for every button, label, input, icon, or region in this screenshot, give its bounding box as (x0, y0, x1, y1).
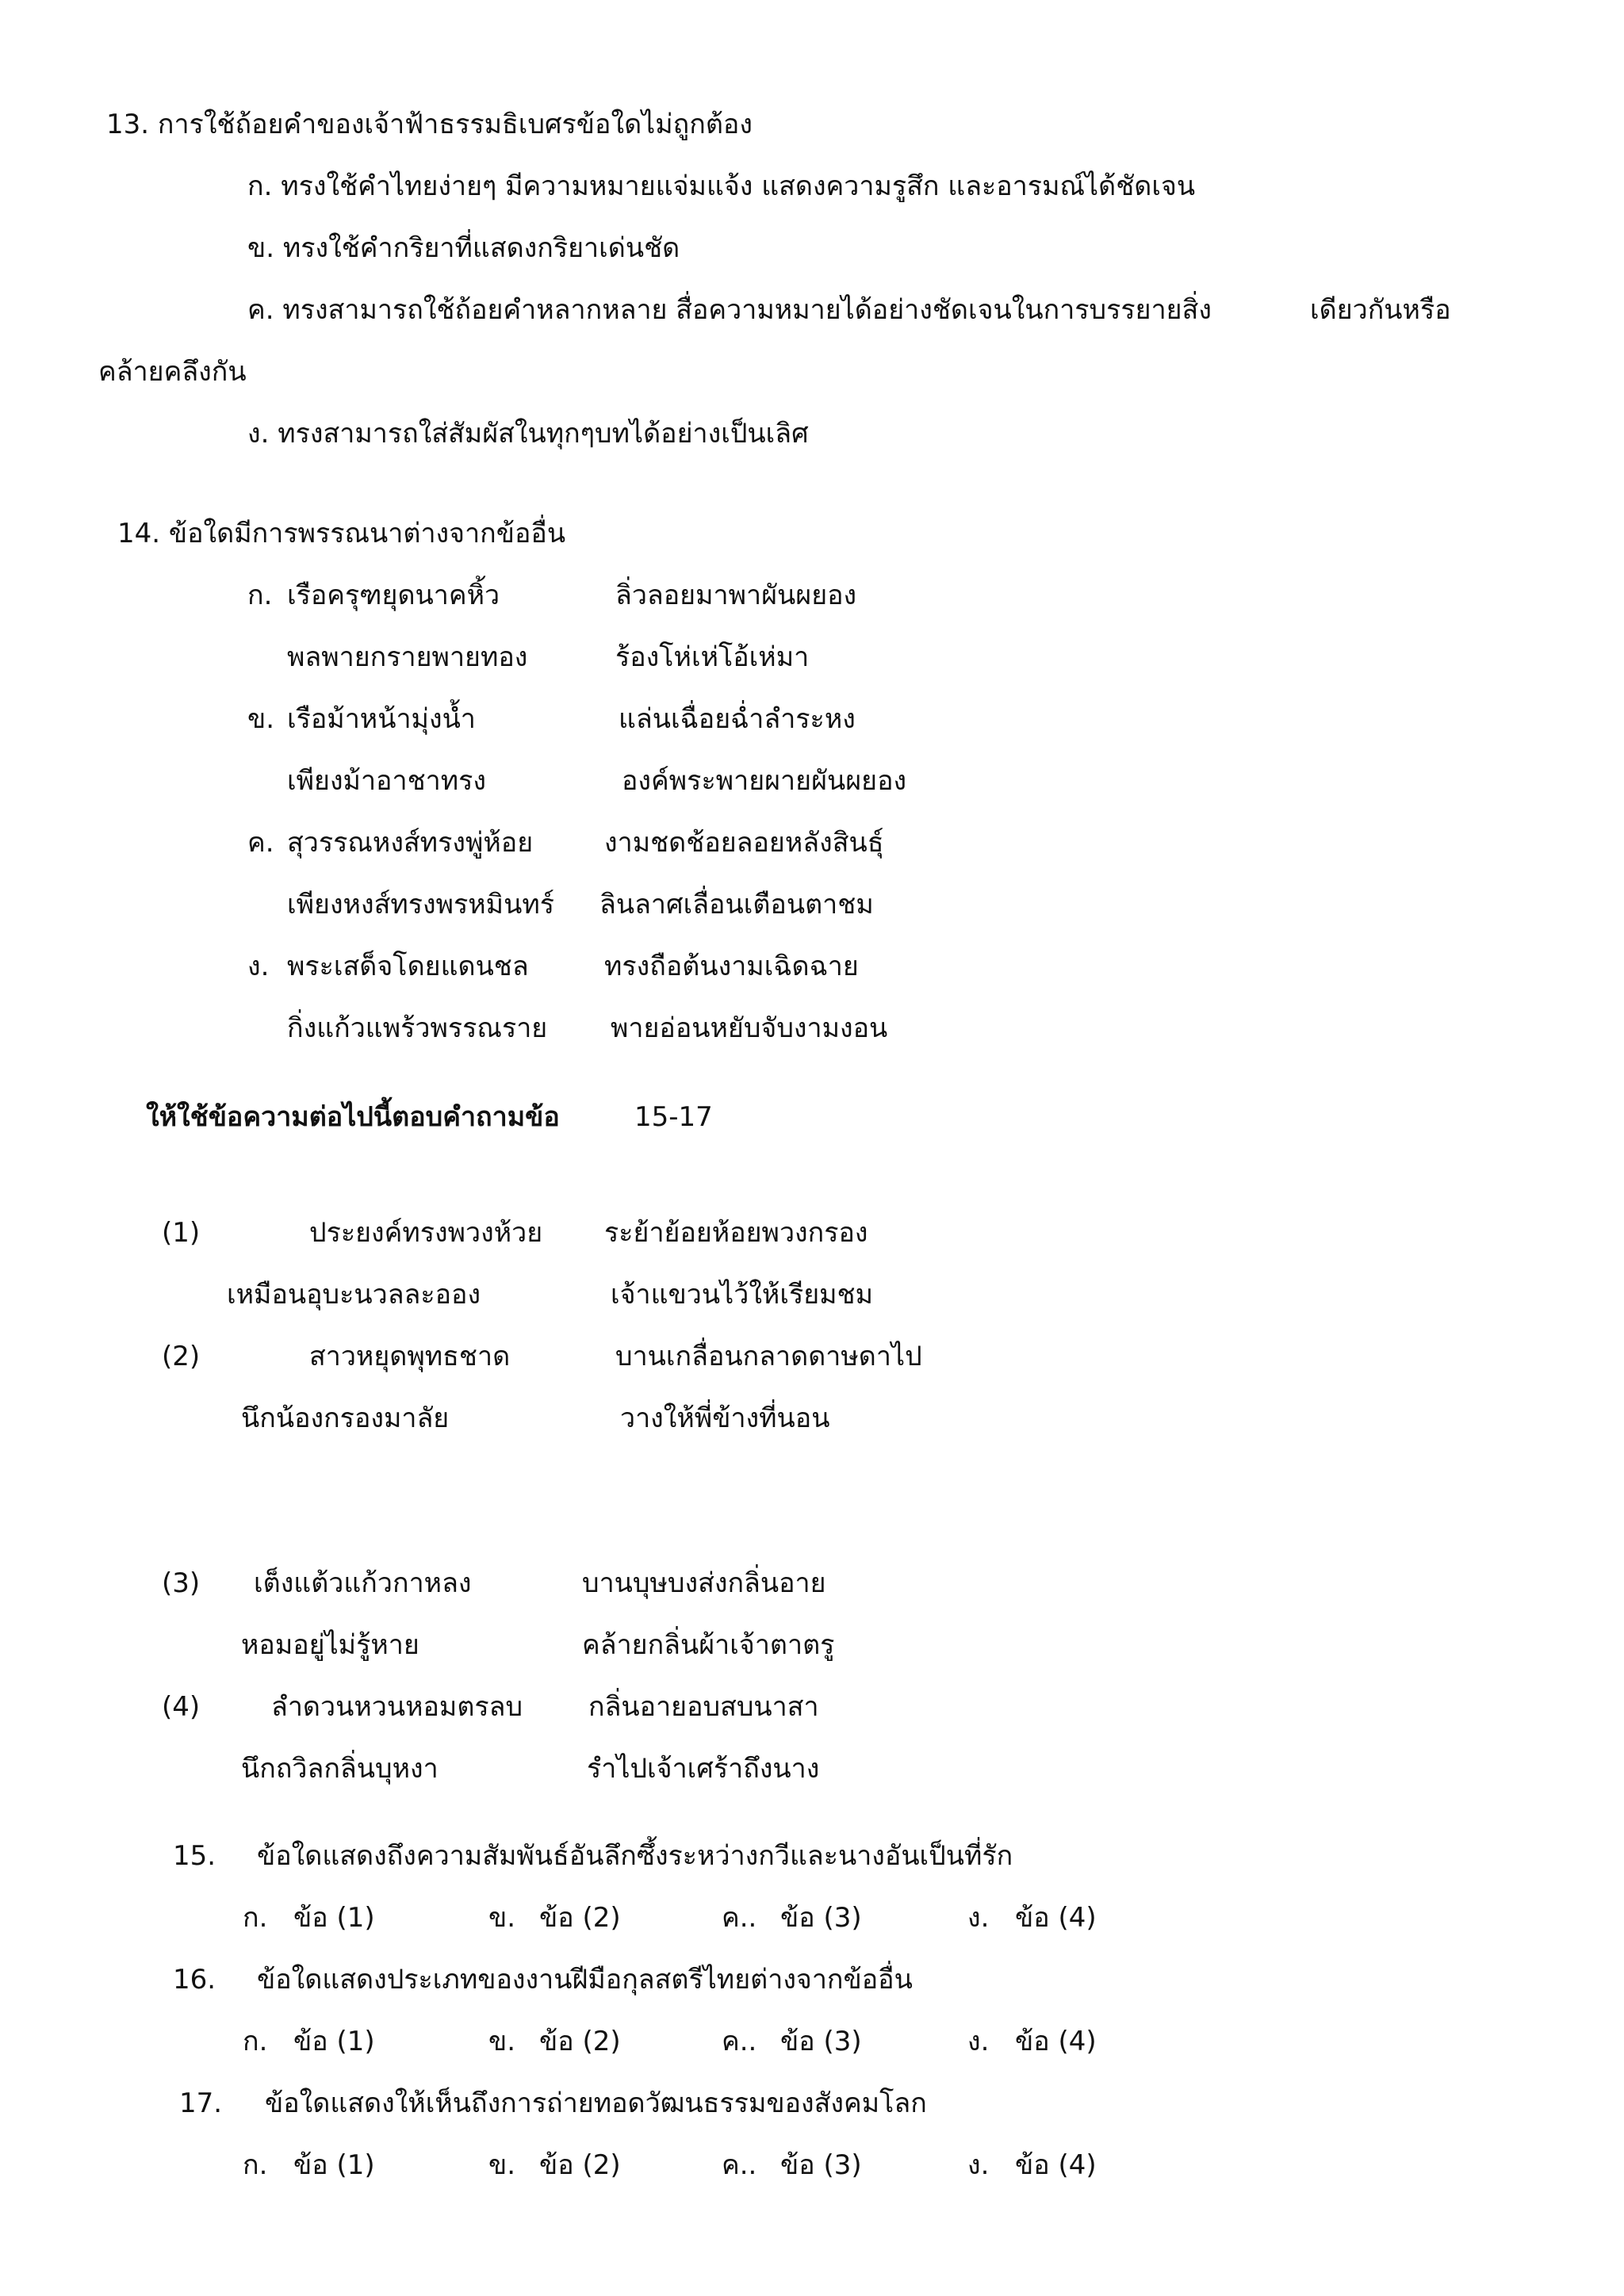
q14-option-a-line1b: ลิ่วลอยมาพาผันผยอง (615, 580, 857, 611)
q16-choice-a-label: ก. (243, 2026, 268, 2057)
q14-option-c-line1a: สุวรรณหงส์ทรงพู่ห้อย (287, 827, 534, 859)
q14-option-d-line1b: ทรงถือต้นงามเฉิดฉาย (604, 951, 859, 982)
q14-option-a-line1a: เรือครุฑยุดนาคหิ้ว (287, 580, 500, 611)
q16-text: ข้อใดแสดงประเภทของงานฝีมือกุลสตรีไทยต่างจากข้ออื่น (257, 1964, 913, 1996)
q14-option-b-line2a: เพียงม้าอาชาทรง (287, 765, 487, 797)
q15-choice-d-text: ข้อ (4) (1015, 1902, 1097, 1934)
poem-3-number: (3) (162, 1567, 201, 1599)
poem-1-line2a: เหมือนอุบะนวลละออง (227, 1279, 481, 1311)
poem-2-line1b: บานเกลื่อนกลาดดาษดาไป (615, 1341, 922, 1372)
q17-choice-b-label: ข. (488, 2149, 516, 2181)
q14-option-c-label: ค. (247, 827, 274, 859)
q16-number: 16. (173, 1964, 216, 1996)
poem-1-number: (1) (162, 1217, 201, 1249)
q15-choice-b-label: ข. (488, 1902, 516, 1934)
q17-choice-d-text: ข้อ (4) (1015, 2149, 1097, 2181)
poem-1-line1a: ประยงค์ทรงพวงห้วย (309, 1217, 543, 1249)
q14-option-b-line1b: แล่นเฉื่อยฉ่ำลำระหง (619, 703, 856, 735)
q15-choice-c-label: ค.. (722, 1902, 757, 1934)
q16-choice-b-label: ข. (488, 2026, 516, 2057)
q15-choice-a-text: ข้อ (1) (293, 1902, 375, 1934)
instruction-heading: ให้ใช้ข้อความต่อไปนี้ตอบคำถามข้อ (146, 1101, 560, 1133)
q17-choice-a-text: ข้อ (1) (293, 2149, 375, 2181)
q14-option-b-line2b: องค์พระพายผายผันผยอง (622, 765, 907, 797)
q14-option-a-label: ก. (247, 580, 273, 611)
poem-4-line1b: กลิ่นอายอบสบนาสา (588, 1691, 819, 1723)
q16-choice-c-text: ข้อ (3) (780, 2026, 862, 2057)
q13-option-c-end: เดียวกันหรือ (1310, 294, 1451, 326)
q13-option-d: ง. ทรงสามารถใส่สัมผัสในทุกๆบทได้อย่างเป็นเลิศ (247, 418, 809, 450)
q15-choice-a-label: ก. (243, 1902, 268, 1934)
q14-option-d-line2b: พายอ่อนหยับจับงามงอน (611, 1012, 888, 1044)
q17-choice-d-label: ง. (967, 2149, 990, 2181)
poem-4-line2b: รำไปเจ้าเศร้าถึงนาง (587, 1753, 820, 1785)
q13-stem: 13. การใช้ถ้อยคำของเจ้าฟ้าธรรมธิเบศรข้อใดไม่ถูกต้อง (106, 109, 753, 140)
q14-option-a-line2b: ร้องโห่เห่โอ้เห่มา (615, 641, 810, 673)
q13-option-c-cont: คล้ายคลึงกัน (98, 356, 247, 388)
q13-option-a: ก. ทรงใช้คำไทยง่ายๆ มีความหมายแจ่มแจ้ง แสดงความรูสึก และอารมณ์ได้ชัดเจน (247, 170, 1196, 202)
poem-2-line1a: สาวหยุดพุทธชาด (309, 1341, 511, 1372)
q14-option-c-line1b: งามชดช้อยลอยหลังสินธุ์ (604, 827, 884, 859)
instruction-range: 15-17 (634, 1101, 713, 1133)
poem-2-line2a: นึกน้องกรองมาลัย (241, 1402, 450, 1434)
q17-choice-b-text: ข้อ (2) (539, 2149, 621, 2181)
q17-choice-a-label: ก. (243, 2149, 268, 2181)
q17-text: ข้อใดแสดงให้เห็นถึงการถ่ายทอดวัฒนธรรมของสังคมโลก (265, 2087, 927, 2119)
poem-3-line1b: บานบุษบงส่งกลิ่นอาย (582, 1567, 826, 1599)
poem-3-line2a: หอมอยู่ไม่รู้หาย (241, 1629, 419, 1661)
q13-option-b: ข. ทรงใช้คำกริยาที่แสดงกริยาเด่นชัด (247, 232, 680, 264)
q17-choice-c-label: ค.. (722, 2149, 757, 2181)
q14-option-d-label: ง. (247, 951, 270, 982)
q17-number: 17. (179, 2087, 223, 2119)
poem-4-line2a: นึกถวิลกลิ่นบุหงา (241, 1753, 439, 1785)
q16-choice-c-label: ค.. (722, 2026, 757, 2057)
poem-4-number: (4) (162, 1691, 201, 1723)
q14-option-d-line2a: กิ่งแก้วแพร้วพรรณราย (287, 1012, 548, 1044)
q14-option-a-line2a: พลพายกรายพายทอง (287, 641, 528, 673)
poem-2-line2b: วางให้พี่ข้างที่นอน (620, 1402, 830, 1434)
q16-choice-d-text: ข้อ (4) (1015, 2026, 1097, 2057)
q15-choice-d-label: ง. (967, 1902, 990, 1934)
q14-option-d-line1a: พระเสด็จโดยแดนชล (287, 951, 529, 982)
q14-option-b-line1a: เรือม้าหน้ามุ่งน้ำ (287, 703, 476, 735)
q14-option-b-label: ข. (247, 703, 275, 735)
q15-choice-c-text: ข้อ (3) (780, 1902, 862, 1934)
poem-3-line2b: คล้ายกลิ่นผ้าเจ้าตาตรู (582, 1629, 835, 1661)
poem-1-line1b: ระย้าย้อยห้อยพวงกรอง (604, 1217, 868, 1249)
q14-option-c-line2a: เพียงหงส์ทรงพรหมินทร์ (287, 889, 555, 920)
q13-option-c: ค. ทรงสามารถใช้ถ้อยคำหลากหลาย สื่อความหมายได้อย่างชัดเจนในการบรรยายสิ่ง (247, 294, 1212, 326)
q14-option-c-line2b: ลินลาศเลื่อนเตือนตาชม (599, 889, 874, 920)
q15-text: ข้อใดแสดงถึงความสัมพันธ์อันลึกซึ้งระหว่างกวีและนางอันเป็นที่รัก (257, 1840, 1013, 1872)
q15-number: 15. (173, 1840, 216, 1872)
q16-choice-a-text: ข้อ (1) (293, 2026, 375, 2057)
poem-3-line1a: เต็งแต้วแก้วกาหลง (254, 1567, 472, 1599)
q16-choice-d-label: ง. (967, 2026, 990, 2057)
q16-choice-b-text: ข้อ (2) (539, 2026, 621, 2057)
q14-stem: 14. ข้อใดมีการพรรณนาต่างจากข้ออื่น (117, 518, 566, 549)
poem-4-line1a: ลำดวนหวนหอมตรลบ (271, 1691, 523, 1723)
q15-choice-b-text: ข้อ (2) (539, 1902, 621, 1934)
poem-1-line2b: เจ้าแขวนไว้ให้เรียมชม (611, 1279, 874, 1311)
poem-2-number: (2) (162, 1341, 201, 1372)
q17-choice-c-text: ข้อ (3) (780, 2149, 862, 2181)
